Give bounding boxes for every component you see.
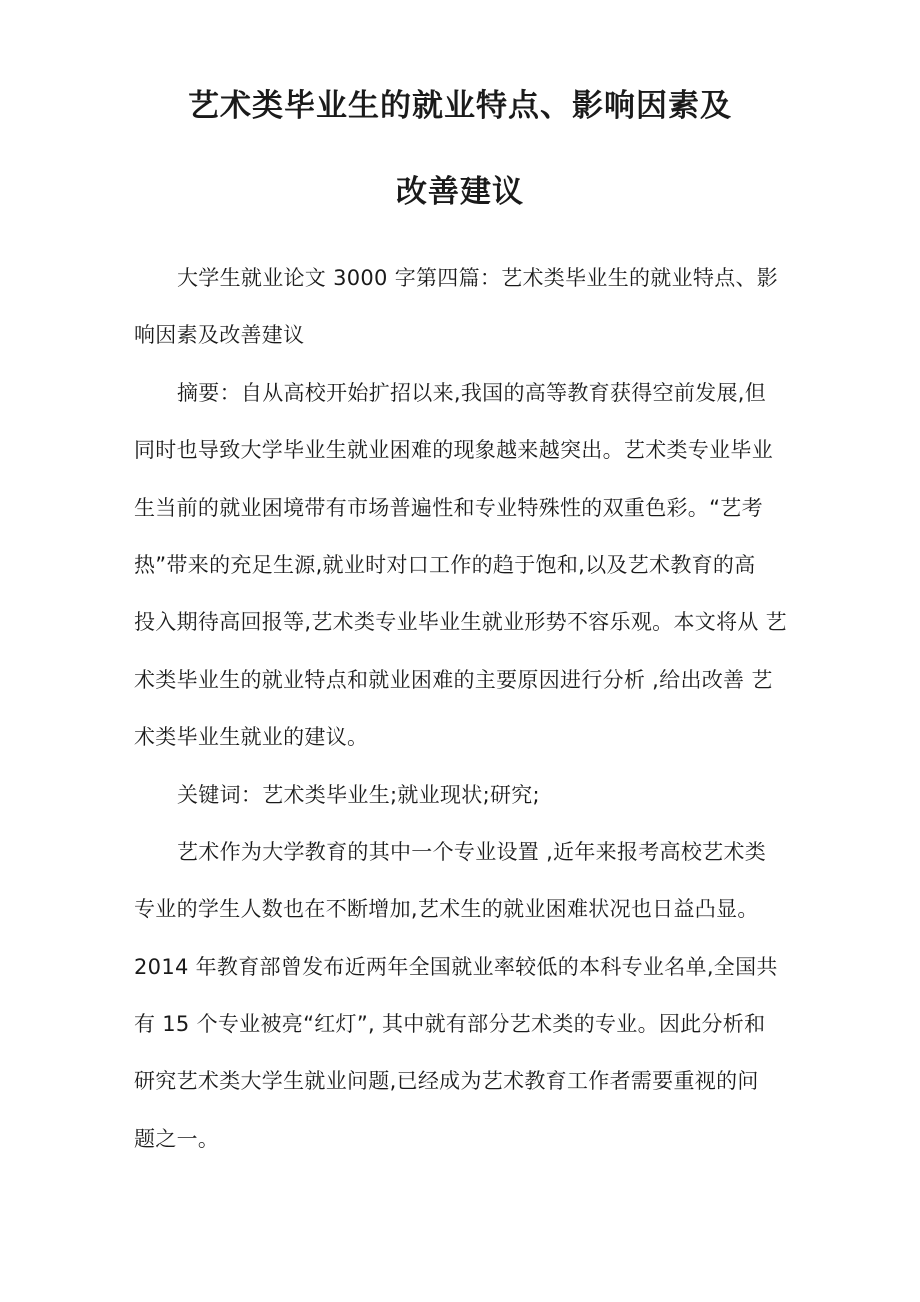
abstract-line-4: 热”带来的充足生源,就业时对口工作的趋于饱和,以及艺术教育的高 [134,552,756,577]
paragraph-line-6: 题之一。 [134,1126,220,1151]
document-body [134,254,794,1172]
paragraph-line-5: 研究艺术类大学生就业问题,已经成为艺术教育工作者需要重视的问 [134,1069,759,1094]
document-title-line-2: 改善建议 [396,174,524,210]
abstract-line-1: 摘要：自从高校开始扩招以来,我国的高等教育获得空前发展,但 [177,380,767,405]
abstract-line-6: 术类毕业生的就业特点和就业困难的主要原因进行分析 ,给出改善 艺 [134,667,773,692]
abstract-line-3: 生当前的就业困境带有市场普遍性和专业特殊性的双重色彩。“艺考 [134,495,763,520]
abstract-line-5: 投入期待高回报等,艺术类专业毕业生就业形势不容乐观。本文将从 艺 [134,610,787,635]
abstract-line-2: 同时也导致大学毕业生就业困难的现象越来越突出。艺术类专业毕业 [134,438,773,463]
body-line-2: 响因素及改善建议 [134,323,305,348]
keywords-line: 关键词：艺术类毕业生;就业现状;研究; [177,782,540,807]
body-line-1: 大学生就业论文 3000 字第四篇：艺术类毕业生的就业特点、影 [177,266,779,290]
paragraph-line-2: 专业的学生人数也在不断增加,艺术生的就业困难状况也日益凸显。 [134,897,759,922]
document-title-line-1: 艺术类毕业生的就业特点、影响因素及 [188,88,732,124]
paragraph-line-1: 艺术作为大学教育的其中一个专业设置 ,近年来报考高校艺术类 [177,839,767,864]
paragraph-line-4: 有 15 个专业被亮“红灯”, 其中就有部分艺术类的专业。因此分析和 [134,1012,766,1037]
abstract-line-7: 术类毕业生就业的建议。 [134,725,369,750]
paragraph-line-3: 2014 年教育部曾发布近两年全国就业率较低的本科专业名单,全国共 [134,954,778,979]
